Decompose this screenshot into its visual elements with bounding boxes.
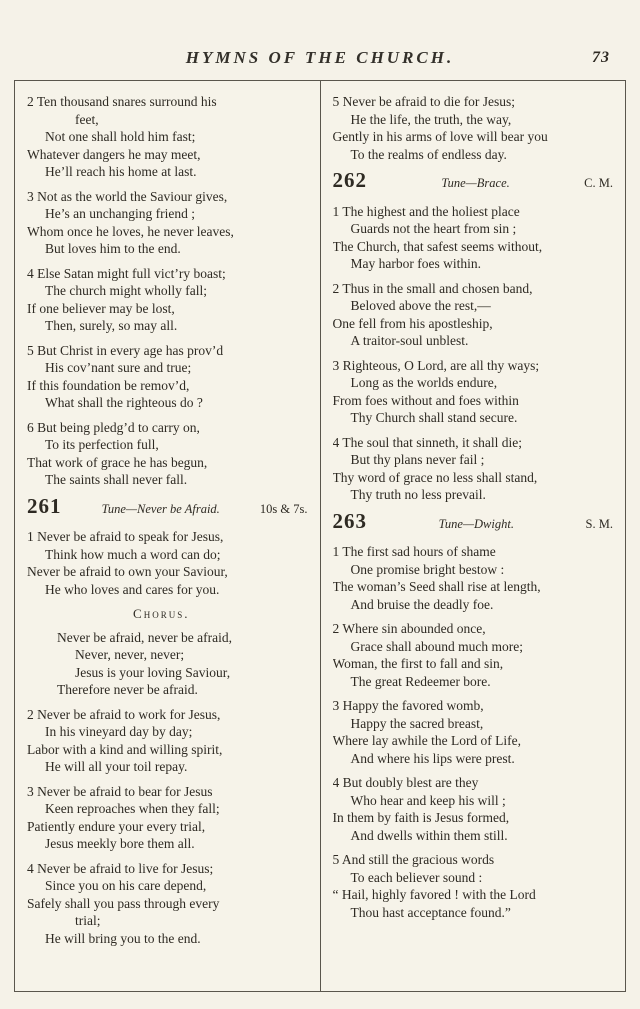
hymn-meter: 10s & 7s.: [259, 501, 308, 516]
verse-line: To the realms of endless day.: [350, 146, 507, 162]
verse-line: The church might wholly fall;: [45, 283, 207, 298]
verse-line: From foes without and foes within: [332, 392, 519, 408]
verse-line: 2 Never be afraid to work for Jesus,: [27, 706, 221, 722]
hymn-meter: C. M.: [584, 176, 613, 190]
verse-line: Keen reproaches when they fall;: [45, 801, 220, 816]
hymn-tune-name: Tune—Brace.: [441, 176, 510, 190]
verse-line: Woman, the first to fall and sin,: [332, 656, 504, 671]
verse-line: Jesus is your loving Saviour,: [75, 664, 231, 680]
verse-line: feet,: [75, 111, 99, 127]
verse: [27, 188, 314, 258]
verse: [27, 93, 314, 181]
verse-line: Whom once he loves, he never leaves,: [27, 223, 234, 239]
verse-line: A traitor-soul unblest.: [350, 333, 469, 348]
verse: [27, 629, 314, 699]
verse-line: But thy plans never fail ;: [350, 452, 485, 467]
page-header: [20, 48, 620, 74]
hymn-heading: [332, 168, 620, 193]
verse-line: 3 Happy the favored womb,: [332, 698, 484, 713]
verse: [27, 783, 314, 853]
verse-line: Who hear and keep his will ;: [350, 792, 506, 808]
verse-line: 2 Ten thousand snares surround his: [27, 94, 217, 109]
verse: [333, 93, 620, 163]
verse: [27, 706, 314, 776]
page-number: 73: [592, 49, 610, 66]
verse-line: If this foundation be remov’d,: [27, 377, 190, 393]
verse-line: Thy Church shall stand secure.: [350, 410, 518, 425]
verse-line: Not one shall hold him fast;: [45, 129, 196, 144]
verse-line: 4 Never be afraid to live for Jesus;: [27, 860, 214, 876]
verse-line: 1 The first sad hours of shame: [332, 544, 496, 559]
verse-line: In his vineyard day by day;: [45, 724, 193, 739]
verse-line: Safely shall you pass through every: [27, 895, 220, 911]
verse-line: He who loves and cares for you.: [45, 581, 220, 597]
verse-line: To its perfection full,: [45, 437, 159, 452]
verse-line: 4 The soul that sinneth, it shall die;: [332, 434, 522, 450]
verse-line: 5 And still the gracious words: [332, 852, 495, 867]
hymn-heading: [27, 493, 314, 519]
hymn-number: 263: [332, 508, 367, 533]
verse-line: And bruise the deadly foe.: [350, 596, 494, 612]
verse-line: 3 Not as the world the Saviour gives,: [27, 188, 228, 204]
page-body-frame: [14, 80, 626, 992]
verse-line: Then, surely, so may all.: [45, 318, 178, 333]
verse: [333, 620, 620, 690]
verse-line: trial;: [75, 913, 101, 928]
verse: [333, 280, 620, 350]
verse-line: 6 But being pledg’d to carry on,: [27, 419, 200, 435]
verse-line: One fell from his apostleship,: [332, 315, 493, 331]
verse: [27, 265, 314, 335]
verse-line: Patiently endure your every trial,: [27, 818, 206, 834]
verse: [27, 860, 314, 948]
verse-line: Never be afraid, never be afraid,: [57, 629, 233, 645]
verse-line: Labor with a kind and willing spirit,: [27, 741, 223, 757]
verse-line: Thy truth no less prevail.: [350, 487, 486, 502]
verse-line: 2 Thus in the small and chosen band,: [332, 280, 533, 296]
verse-line: Think how much a word can do;: [45, 546, 221, 562]
verse-line: He will all your toil repay.: [45, 759, 188, 774]
verse-line: One promise bright bestow :: [350, 561, 505, 577]
verse-line: Never, never, never;: [75, 647, 185, 662]
verse-line: May harbor foes within.: [350, 256, 481, 271]
verse-line: 3 Never be afraid to bear for Jesus: [27, 783, 213, 799]
verse-line: Guards not the heart from sin ;: [350, 221, 517, 236]
verse: [333, 851, 620, 921]
verse-line: Grace shall abound much more;: [350, 638, 523, 654]
verse-line: To each believer sound :: [350, 869, 483, 885]
chorus-label: Chorus.: [133, 606, 190, 621]
verse-line: 1 Never be afraid to speak for Jesus,: [27, 529, 224, 544]
verse-line: Long as the worlds endure,: [350, 375, 498, 390]
verse: [333, 357, 620, 427]
verse: [333, 203, 620, 273]
column-right: [321, 81, 626, 991]
verse-line: 1 The highest and the holiest place: [332, 203, 520, 219]
verse-line: The saints shall never fall.: [45, 472, 188, 487]
verse-line: The woman’s Seed shall rise at length,: [332, 579, 541, 594]
verse-line: Thou hast acceptance found.”: [350, 904, 511, 920]
verse: [333, 543, 620, 613]
verse-line: If one believer may be lost,: [27, 300, 175, 316]
verse-line: Since you on his care depend,: [45, 878, 207, 893]
verse-line: 2 Where sin abounded once,: [332, 621, 486, 636]
verse-line: He will bring you to the end.: [45, 930, 201, 946]
page-title: HYMNS OF THE CHURCH.: [185, 48, 455, 67]
verse: [333, 774, 620, 844]
verse: [333, 697, 620, 767]
verse-line: He’s an unchanging friend ;: [45, 206, 195, 221]
verse-line: Never be afraid to own your Saviour,: [27, 564, 228, 579]
verse-line: Jesus meekly bore them all.: [45, 836, 195, 851]
verse-line: Whatever dangers he may meet,: [27, 146, 201, 162]
verse-line: What shall the righteous do ?: [45, 395, 203, 410]
verse-line: The Church, that safest seems without,: [332, 238, 543, 254]
verse-line: In them by faith is Jesus formed,: [332, 810, 510, 825]
verse-line: 5 But Christ in every age has prov’d: [27, 342, 224, 358]
verse-line: But loves him to the end.: [45, 241, 181, 256]
verse-line: 3 Righteous, O Lord, are all thy ways;: [332, 357, 540, 373]
verse-line: Gently in his arms of love will bear you: [332, 129, 548, 144]
verse-line: And where his lips were prest.: [350, 750, 515, 766]
verse-line: Beloved above the rest,—: [350, 298, 491, 313]
verse: [27, 528, 314, 598]
hymn-meter: S. M.: [585, 516, 613, 531]
verse: [27, 342, 314, 412]
verse-line: Thy word of grace no less shall stand,: [332, 469, 538, 485]
verse-line: That work of grace he has begun,: [27, 454, 208, 470]
verse-line: 5 Never be afraid to die for Jesus;: [332, 94, 516, 109]
verse-line: 4 Else Satan might full vict’ry boast;: [27, 265, 226, 281]
hymn-number: 262: [332, 168, 367, 192]
column-left: [15, 81, 320, 991]
hymn-tune-name: Tune—Dwight.: [438, 516, 514, 531]
verse: [27, 419, 314, 489]
verse-line: His cov’nant sure and true;: [45, 360, 192, 375]
verse-line: Therefore never be afraid.: [57, 682, 198, 697]
verse: [333, 434, 620, 504]
verse-line: Where lay awhile the Lord of Life,: [332, 733, 522, 748]
hymn-number: 261: [27, 493, 62, 518]
hymn-tune-name: Tune—Never be Afraid.: [101, 501, 220, 516]
verse-line: And dwells within them still.: [350, 827, 508, 843]
verse-line: He’ll reach his home at last.: [45, 164, 197, 179]
verse-line: Happy the sacred breast,: [350, 715, 484, 731]
verse-line: “ Hail, highly favored ! with the Lord: [332, 887, 536, 902]
hymn-heading: [332, 508, 620, 534]
verse-line: 4 But doubly blest are they: [332, 775, 479, 790]
verse-line: He the life, the truth, the way,: [350, 111, 512, 127]
verse-line: The great Redeemer bore.: [350, 673, 491, 689]
